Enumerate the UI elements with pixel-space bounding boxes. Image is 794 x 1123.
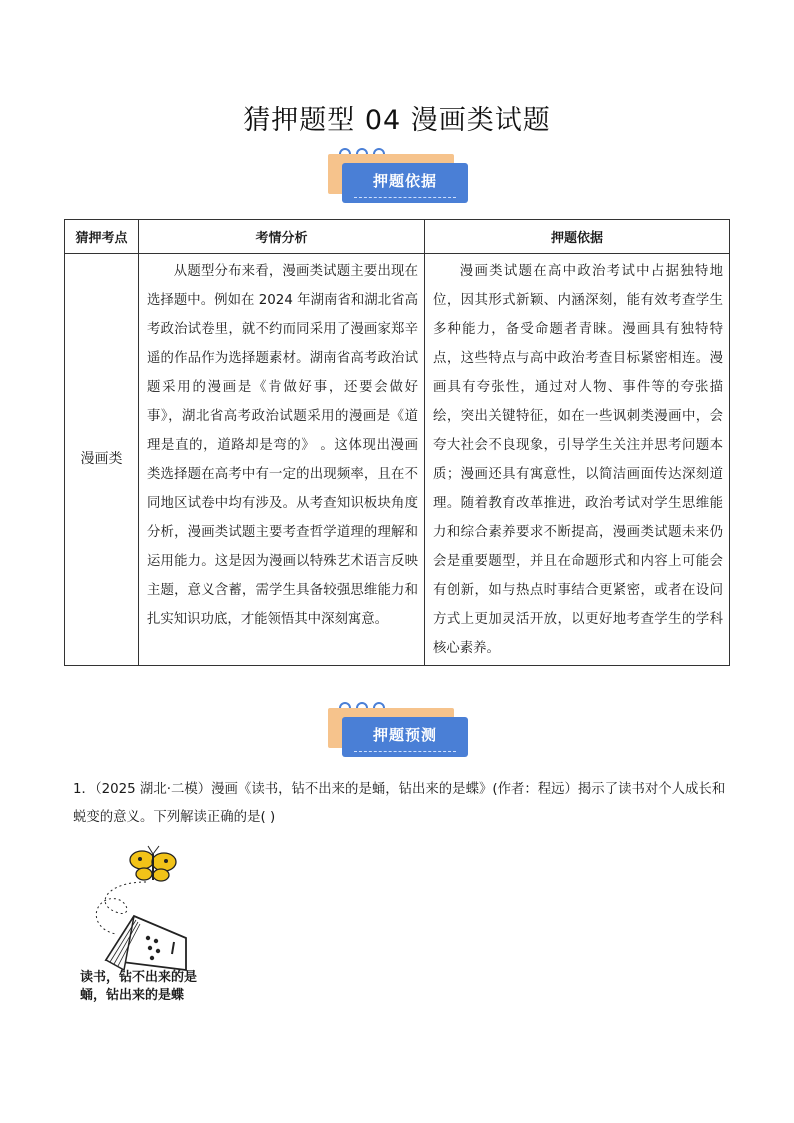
section-badge-forecast [328, 700, 468, 762]
table-header-row [65, 220, 730, 254]
badge-label-forecast [342, 717, 468, 757]
caption-line-2: 蛹，钻出来的是蝶 [80, 988, 185, 1003]
basis-cell [425, 254, 730, 666]
header-analysis: 考情分析 [139, 220, 425, 254]
table-row [65, 254, 730, 666]
cartoon-caption [80, 969, 230, 1005]
header-basis: 押题依据 [425, 220, 730, 254]
basis-text: 漫画类试题在高中政治考试中占据独特地位，因其形式新颖、内涵深刻，能有效考查学生多种能力，备受命题者青睐。漫画具有独特特点，这些特点与高中政治考查目标紧密相连。漫画具有夸张性，通过对人物、事件等的夸张描绘，突出关键特征，如在一些讽刺类漫画中，会夸大社会不良现象，引导学生关注并思考问题本质；漫画还具有寓意性，以简洁画面传达深刻道理。随着教育改革推进，政治考试对学生思维能力和综合素养要求不断提高，漫画类试题未来仍会是重要题型，并且在命题形式和内容上可能会有创新，如与热点时事结合更紧密，或者在设问方式上更加灵活开放，以更好地考查学生的学科核心素养。 [433, 264, 723, 656]
book-icon [106, 916, 186, 970]
section-badge-basis [328, 146, 468, 208]
header-topic: 猜押考点 [65, 220, 139, 254]
butterfly-icon [130, 846, 176, 881]
analysis-text: 从题型分布来看，漫画类试题主要出现在选择题中。例如在 2024 年湖南省和湖北省高考政治试卷里，就不约而同采用了漫画家郑辛遥的作品作为选择题素材。湖南省高考政治试题采用的漫画是《肯做好事，还要会做好事》，湖北省高考政治试题采用的漫画是《道理是直的，道路却是弯的》 。这体现出漫画类选择题在高考中有一定的出现频率，且在不同地区试卷中均有涉及。从考查知识板块角度分析，漫画类试题主要考查哲学道理的理解和运用能力。这是因为漫画以特殊艺术语言反映主题，意义含蓄，需学生具备较强思维能力和扎实知识功底，才能领悟其中深刻寓意。 [147, 264, 418, 627]
badge-text: 押题依据 [372, 172, 437, 190]
page-title: 猜押题型 04 漫画类试题 [243, 105, 551, 136]
row-label: 漫画类 [65, 254, 139, 666]
analysis-cell [139, 254, 425, 666]
badge-label-basis [342, 163, 468, 203]
badge-text: 押题预测 [372, 726, 437, 744]
caption-line-1: 读书，钻不出来的是 [80, 970, 198, 985]
question-1: 1．（2025 湖北·二模）漫画《读书，钻不出来的是蛹，钻出来的是蝶》(作者：程远）揭示了读书对个人成长和蜕变的意义。下列解读正确的是( ) [73, 782, 726, 825]
analysis-table [64, 219, 730, 666]
